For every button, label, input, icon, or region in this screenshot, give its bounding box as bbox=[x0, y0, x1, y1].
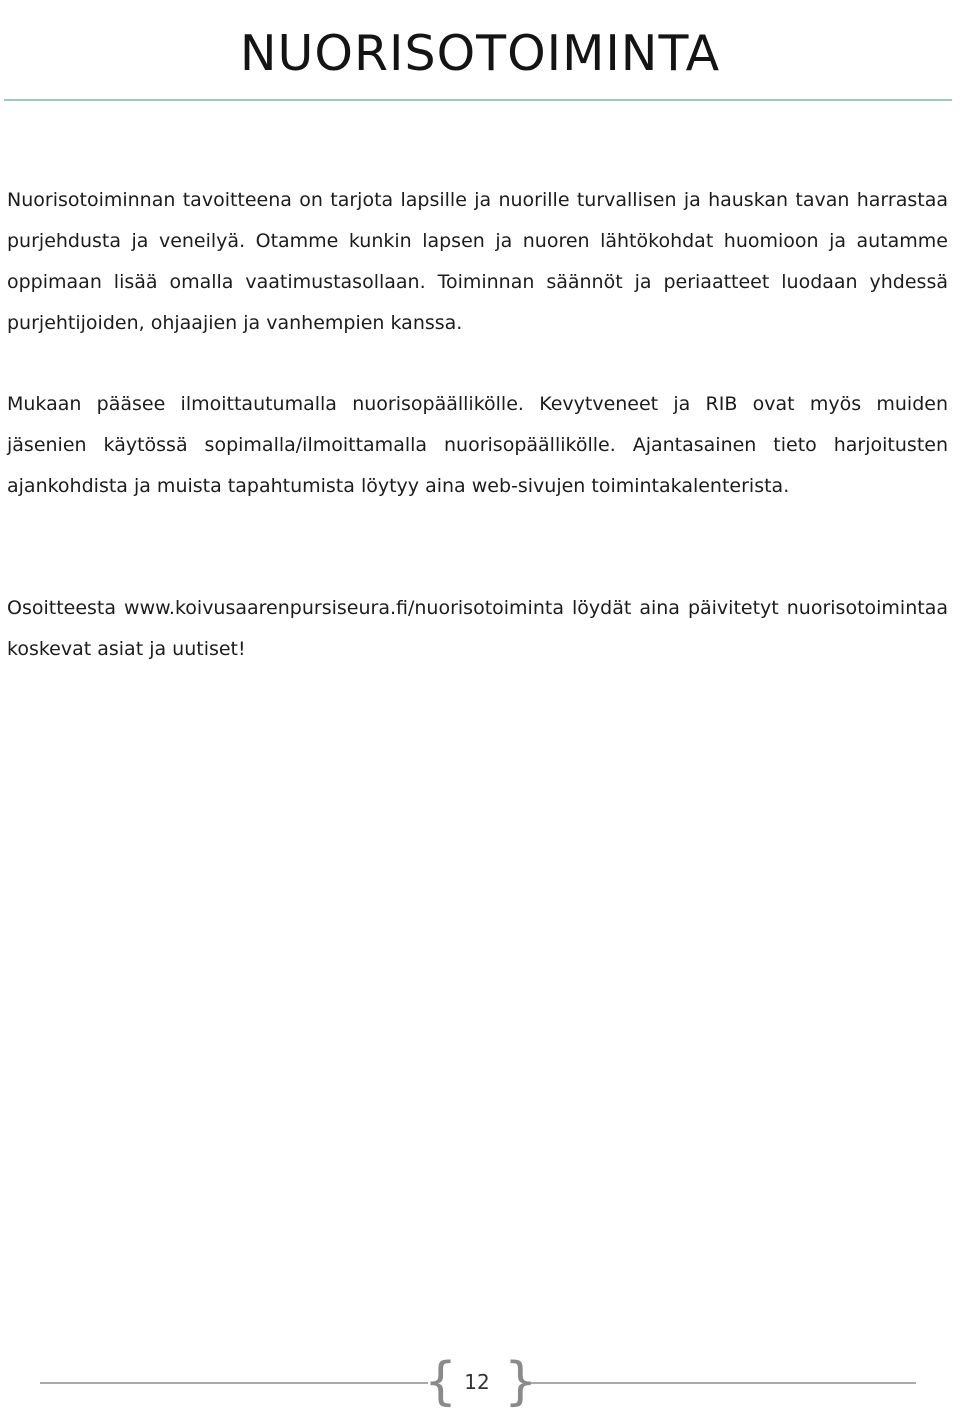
footer-divider-left bbox=[40, 1382, 428, 1384]
page-number: 12 bbox=[464, 1370, 490, 1394]
paragraph-website: Osoitteesta www.koivusaarenpursiseura.fi/nuorisotoiminta löydät aina päivitetyt nuorisotoimintaa koskevat asiat ja uutiset! bbox=[7, 597, 948, 660]
paragraph-joining: Mukaan pääsee ilmoittautumalla nuorisopäällikölle. Kevytveneet ja RIB ovat myös muiden jäsenien käytössä sopimalla/ilmoittamalla nuorisopäällikölle. Ajantasainen tieto harjoitusten ajankohdista ja muista tapahtumista löytyy aina web-sivujen toimintakalenterista. bbox=[7, 393, 948, 497]
footer-divider-right bbox=[528, 1382, 916, 1384]
footer-brace-open: { bbox=[424, 1352, 458, 1412]
page-title: NUORISOTOIMINTA bbox=[239, 25, 721, 82]
title-divider bbox=[4, 99, 952, 101]
footer-brace-close: } bbox=[504, 1352, 538, 1412]
paragraph-intro: Nuorisotoiminnan tavoitteena on tarjota lapsille ja nuorille turvallisen ja hauskan tavan harrastaa purjehdusta ja veneilyä. Otamme kunkin lapsen ja nuoren lähtökohdat huomioon ja autamme oppimaan lisää omalla vaatimustasollaan. Toiminnan säännöt ja periaatteet luodaan yhdessä purjehtijoiden, ohjaajien ja vanhempien kanssa. bbox=[7, 189, 948, 334]
